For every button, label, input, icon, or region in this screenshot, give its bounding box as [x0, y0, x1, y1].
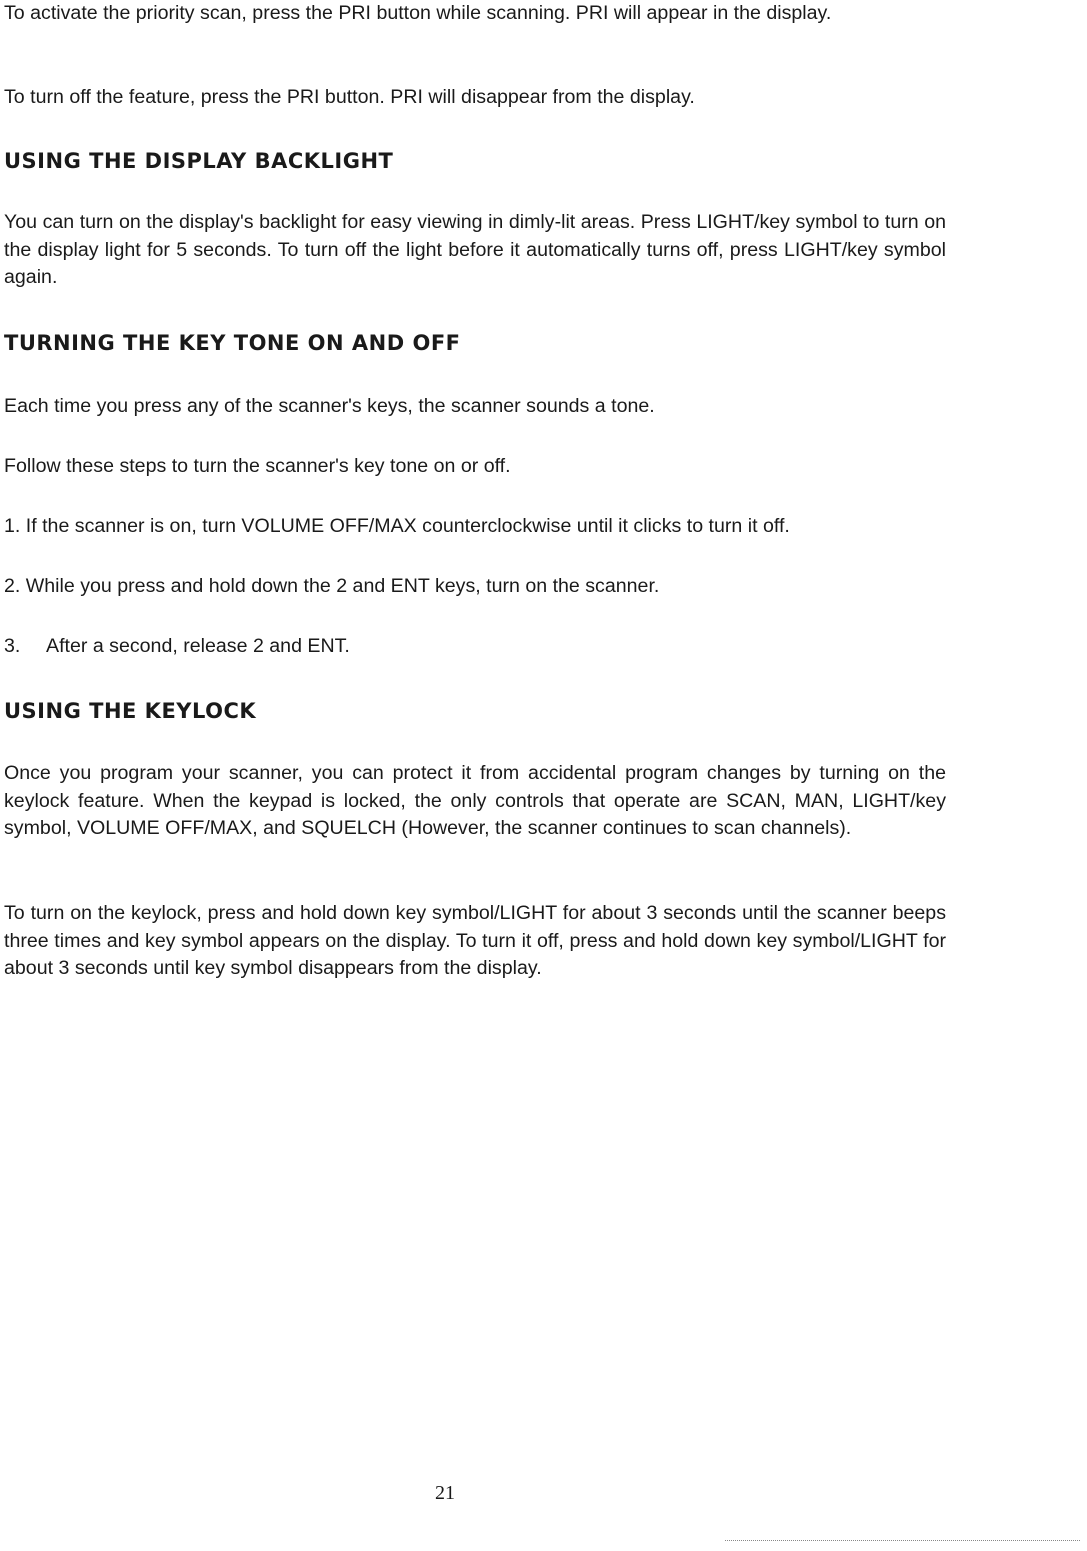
priority-scan-activate-paragraph: To activate the priority scan, press the PRI button while scanning. PRI will appear in the display.: [4, 2, 832, 24]
priority-scan-off-paragraph: To turn off the feature, press the PRI button. PRI will disappear from the display.: [4, 86, 695, 108]
page-number: 21: [435, 1482, 455, 1504]
scan-artifact-line: [725, 1540, 1080, 1541]
backlight-paragraph: You can turn on the display's backlight for easy viewing in dimly-lit areas. Press LIGHT/key symbol to turn on the display light for 5 seconds. To turn off the light before it automatically turns off, press LIGHT/key symbol again.: [4, 211, 946, 288]
key-tone-step-2: 2. While you press and hold down the 2 and ENT keys, turn on the scanner.: [4, 575, 660, 597]
keylock-instructions-paragraph: To turn on the keylock, press and hold down key symbol/LIGHT for about 3 seconds until the scanner beeps three times and key symbol appears on the display. To turn it off, press and hold down key symbol/LIGHT for about 3 seconds until key symbol disappears from the display.: [4, 902, 946, 979]
key-tone-step-3: [4, 633, 350, 661]
keylock-intro-paragraph: Once you program your scanner, you can protect it from accidental program changes by turning on the keylock feature. When the keypad is locked, the only controls that operate are SCAN, MAN, LIGHT/key symbol, VOLUME OFF/MAX, and SQUELCH (However, the scanner continues to scan channels).: [4, 762, 946, 839]
step-3-number: 3.: [4, 635, 21, 657]
key-tone-intro-paragraph: Each time you press any of the scanner's keys, the scanner sounds a tone.: [4, 395, 655, 417]
key-tone-heading: TURNING THE KEY TONE ON AND OFF: [4, 331, 461, 355]
key-tone-step-1: 1. If the scanner is on, turn VOLUME OFF/MAX counterclockwise until it clicks to turn it off.: [4, 515, 790, 537]
backlight-heading: USING THE DISPLAY BACKLIGHT: [4, 149, 394, 173]
key-tone-steps-intro-paragraph: Follow these steps to turn the scanner's key tone on or off.: [4, 455, 511, 477]
step-3-text: After a second, release 2 and ENT.: [46, 635, 350, 657]
keylock-heading: USING THE KEYLOCK: [4, 699, 257, 723]
